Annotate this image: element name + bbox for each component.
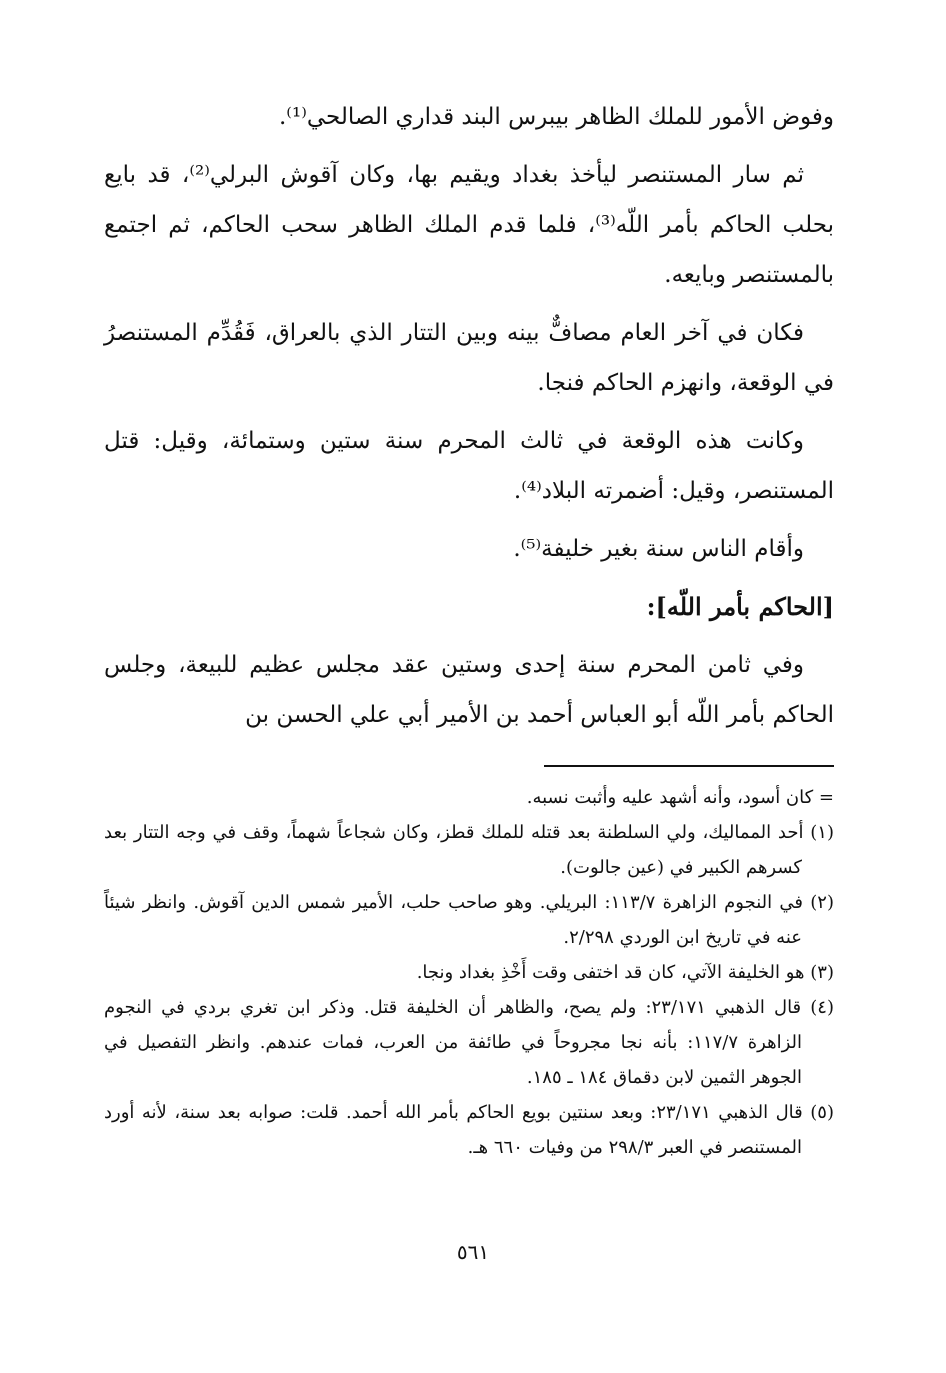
section-heading: [الحاكم بأمر اللّه]:: [646, 592, 834, 621]
paragraph-2: ثم سار المستنصر ليأخذ بغداد ويقيم بها، وكان آقوش البرلي⁽²⁾، قد بايع بحلب الحاكم بأمر اللّه⁽³⁾، فلما قدم الملك الظاهر سحب الحاكم، ثم اجتمع بالمستنصر وبايعه.: [104, 162, 834, 288]
footnotes: [104, 780, 834, 1165]
main-text: [104, 92, 834, 748]
footnote-3: (٣) هو الخليفة الآتي، كان قد اختفى وقت أَخْذِ بغداد ونجا.: [416, 962, 834, 983]
paragraph-5: وأقام الناس سنة بغير خليفة⁽⁵⁾.: [513, 536, 804, 562]
footnote-1: (١) أحد المماليك، ولي السلطنة بعد قتله للملك قطز، وكان شجاعاً شهماً، وقف في وجه التتار بعد كسرهم الكبير في (عين جالوت).: [104, 822, 834, 878]
paragraph-4: وكانت هذه الوقعة في ثالث المحرم سنة ستين وستمائة، وقيل: قتل المستنصر، وقيل: أضمرته البلاد⁽⁴⁾.: [104, 428, 834, 504]
footnote-5: (٥) قال الذهبي ٢٣/١٧١: وبعد سنتين بويع الحاكم بأمر الله أحمد. قلت: صوابه بعد سنة، لأنه أورد المستنصر في العبر ٢٩٨/٣ من وفيات ٦٦٠ هـ.: [104, 1102, 834, 1158]
footnote-4: (٤) قال الذهبي ٢٣/١٧١: ولم يصح، والظاهر أن الخليفة قتل. وذكر ابن تغري بردي في النجوم الزاهرة ١١٧/٧: بأنه نجا مجروحاً في طائفة من العرب، فمات عندهم. وانظر التفصيل في الجوهر الثمين لابن دقماق ١٨٤ ـ ١٨٥.: [104, 997, 834, 1088]
footnote-2: (٢) في النجوم الزاهرة ١١٣/٧: البريلي. وهو صاحب حلب، الأمير شمس الدين آقوش. وانظر شيئاً عنه في تاريخ ابن الوردي ٢/٢٩٨.: [104, 892, 834, 948]
footnote-divider: [544, 765, 834, 767]
paragraph-6: وفي ثامن المحرم سنة إحدى وستين عقد مجلس عظيم للبيعة، وجلس الحاكم بأمر اللّه أبو العباس أحمد بن الأمير أبي علي الحسن بن: [104, 652, 834, 728]
paragraph-3: فكان في آخر العام مصافٌّ بينه وبين التتار الذي بالعراق، فَقُدِّم المستنصرُ في الوقعة، وانهزم الحاكم فنجا.: [104, 320, 834, 396]
footnote-continuation: = كان أسود، وأنه أشهد عليه وأثبت نسبه.: [526, 787, 834, 808]
page-number: ٥٦١: [456, 1240, 490, 1264]
paragraph-1: وفوض الأمور للملك الظاهر بيبرس البند قداري الصالحي⁽¹⁾.: [279, 104, 834, 130]
